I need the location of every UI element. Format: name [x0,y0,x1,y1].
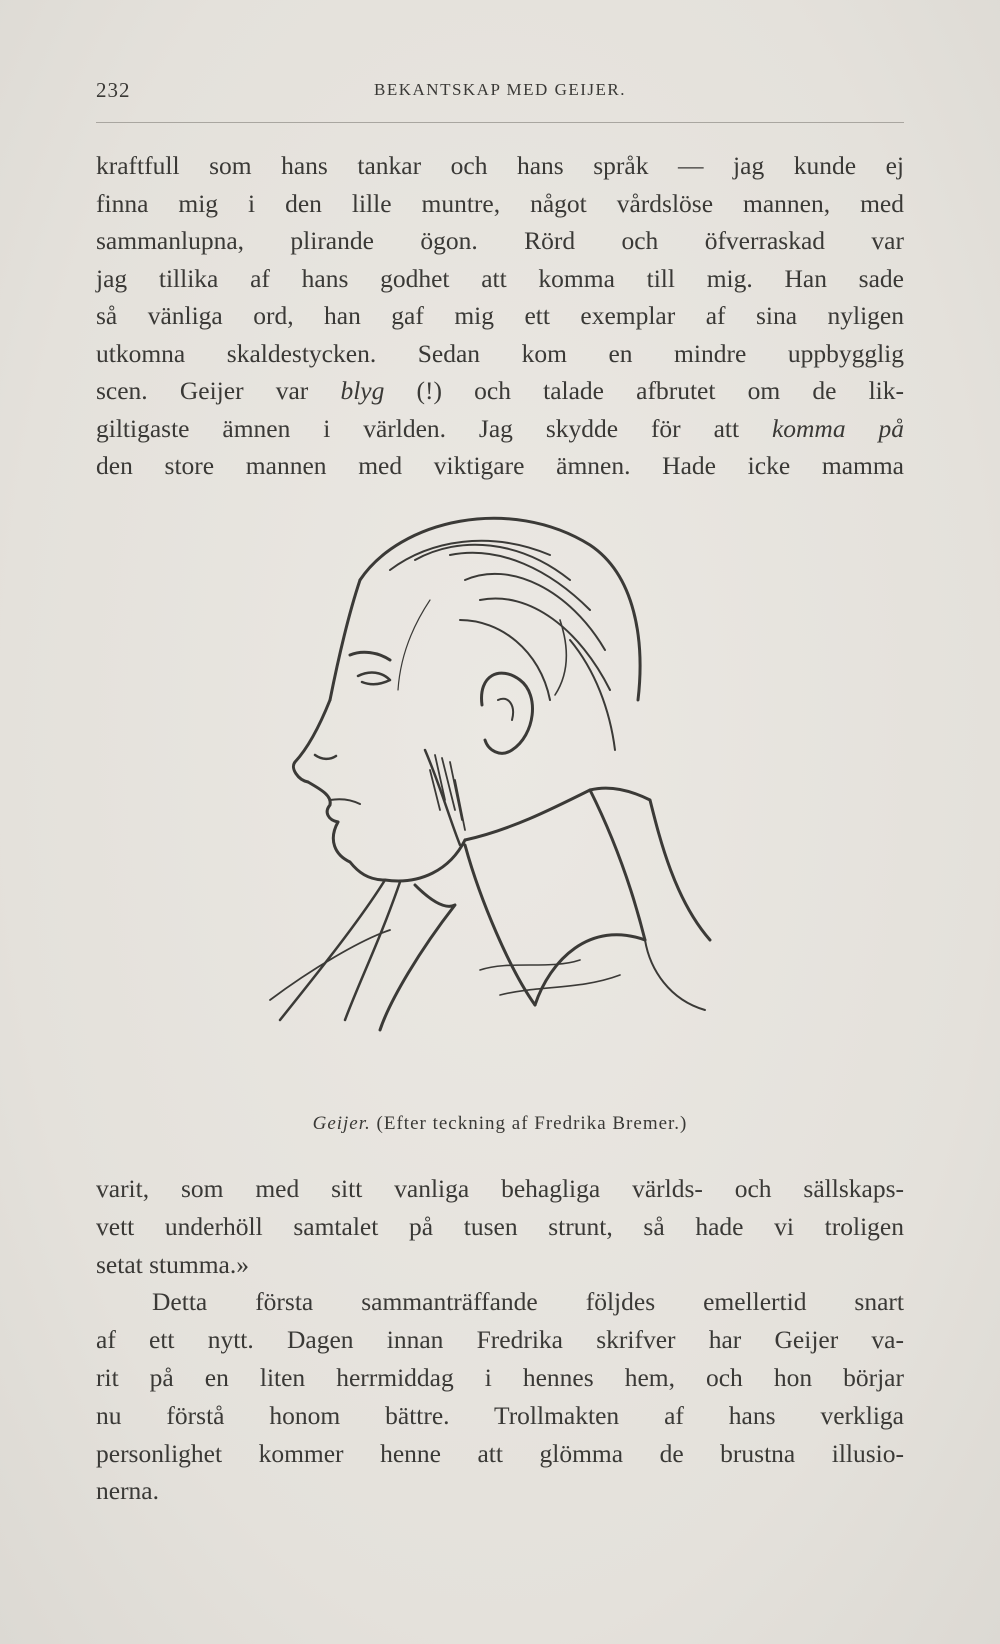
text-line: kraftfull som hans tankar och hans språk — jag kunde ej [96,151,904,180]
text-line: utkomna skaldestycken. Sedan kom en mindre uppbygglig [96,338,904,368]
figure-caption [96,1113,904,1135]
text-line: rit på en liten herrmiddag i hennes hem, och hon börjar [96,1362,904,1392]
emphasis-blyg: blyg [340,376,385,405]
text-line: scen. Geijer var blyg (!) och talade afbrutet om de lik- [96,376,904,405]
running-head [96,78,904,104]
text-line: setat stumma.» [96,1249,249,1279]
caption-name: Geijer. [312,1113,371,1134]
text-line: sammanlupna, plirande ögon. Rörd och öfverraskad var [96,226,904,255]
text-line: af ett nytt. Dagen innan Fredrika skrifver har Geijer va- [96,1325,904,1355]
text-line: den store mannen med viktigare ämnen. Hade icke mamma [96,451,904,480]
header-rule [96,122,904,123]
running-title: BEKANTSKAP MED GEIJER. [374,80,626,99]
page-number: 232 [96,78,131,102]
emphasis-komma-pa: komma på [771,413,904,443]
text-line: finna mig i den lille muntre, något vårdslöse mannen, med [96,188,904,218]
top-paragraph [96,147,904,485]
text-line: giltigaste ämnen i världen. Jag skydde för att komma på [96,413,904,443]
text-line: jag tillika af hans godhet att komma till mig. Han sade [96,263,904,293]
text-line: nerna. [96,1476,160,1506]
text-line: personlighet kommer henne att glömma de brustna illusio- [96,1438,904,1468]
bottom-text [96,1170,904,1510]
geijer-portrait-illustration [250,500,770,1100]
caption-credit: (Efter teckning af Fredrika Bremer.) [376,1113,688,1134]
text-line: vett underhöll samtalet på tusen strunt, så hade vi troligen [96,1211,904,1241]
text-line: nu förstå honom bättre. Trollmakten af hans verkliga [96,1400,904,1430]
text-line: varit, som med sitt vanliga behagliga världs- och sällskaps- [96,1174,904,1203]
text-line: så vänliga ord, han gaf mig ett exemplar af sina nyligen [96,301,904,330]
text-line: Detta första sammanträffande följdes emellertid snart [152,1287,904,1317]
